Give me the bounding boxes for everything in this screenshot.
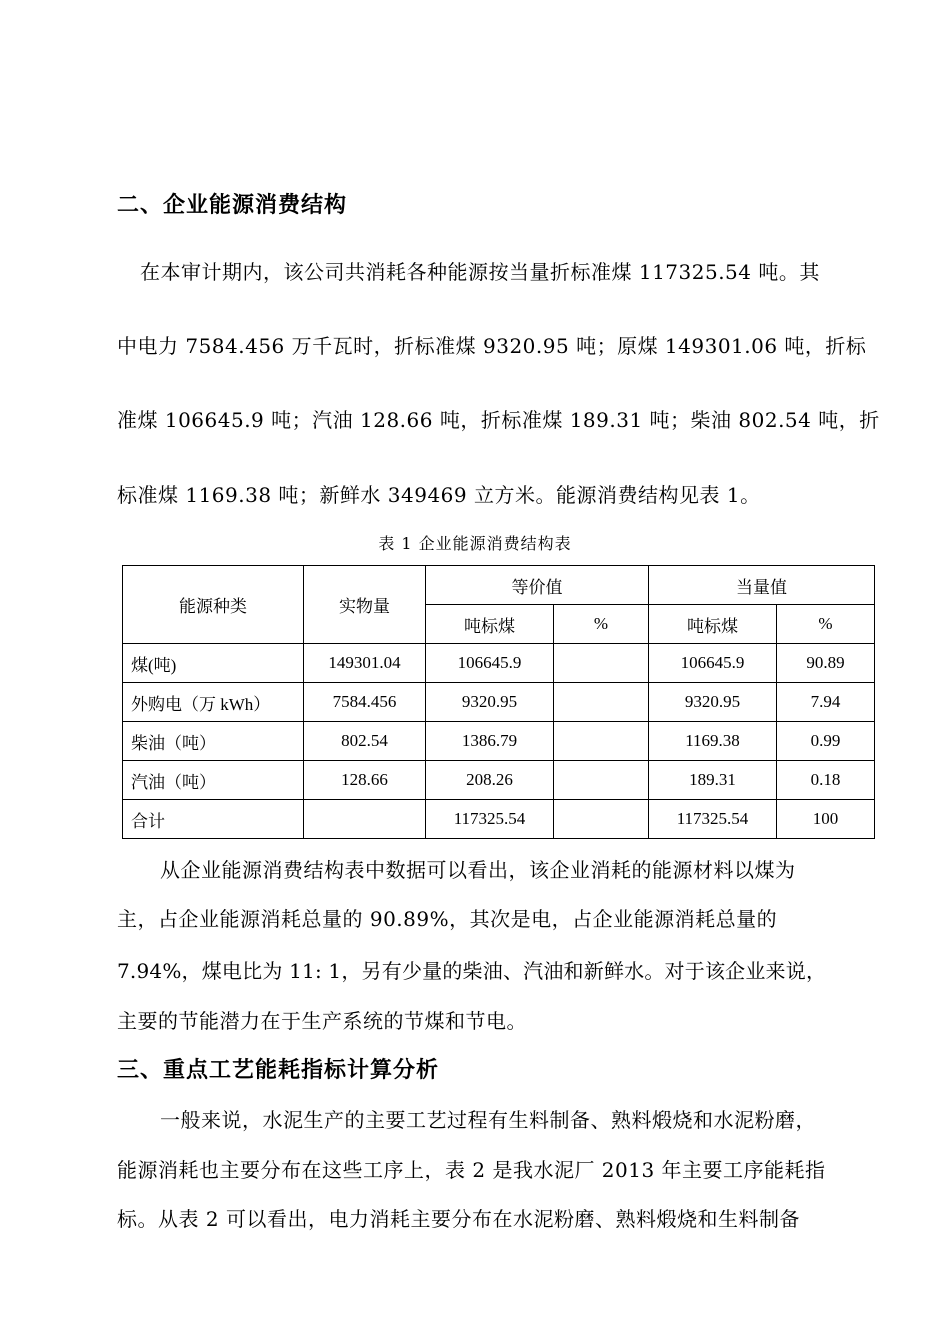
section-heading-energy-structure: 二、企业能源消费结构: [117, 192, 348, 218]
cell-equal-tce: 208.26: [426, 761, 554, 800]
cell-equivalent-tce: 1169.38: [649, 722, 777, 761]
cell-equal-tce: 1386.79: [426, 722, 554, 761]
table-caption: 表 1 企业能源消费结构表: [378, 534, 572, 553]
cell-energy-type: 外购电（万 kWh）: [123, 683, 304, 722]
paragraph-line: 主，占企业能源消耗总量的 90.89%，其次是电，占企业能源消耗总量的: [117, 907, 778, 931]
table-header-row: [123, 566, 875, 605]
cell-equivalent-tce: 189.31: [649, 761, 777, 800]
cell-equivalent-pct: 7.94: [777, 683, 875, 722]
cell-energy-type: 煤(吨): [123, 644, 304, 683]
cell-energy-type: 合计: [123, 800, 304, 839]
cell-quantity: 128.66: [304, 761, 426, 800]
cell-equal-tce: 9320.95: [426, 683, 554, 722]
subheader-tce: 吨标煤: [649, 605, 777, 644]
paragraph-line: 中电力 7584.456 万千瓦时，折标准煤 9320.95 吨；原煤 149301.06 吨，折标: [117, 334, 867, 358]
cell-equivalent-tce: 9320.95: [649, 683, 777, 722]
subheader-percent: %: [777, 605, 875, 644]
cell-equal-pct: [554, 722, 649, 761]
cell-quantity: 7584.456: [304, 683, 426, 722]
cell-energy-type: 柴油（吨）: [123, 722, 304, 761]
cell-quantity: 149301.04: [304, 644, 426, 683]
table-total-row: [123, 800, 875, 839]
paragraph-line: 标。从表 2 可以看出，电力消耗主要分布在水泥粉磨、熟料煅烧和生料制备: [117, 1207, 800, 1231]
table-row: [123, 761, 875, 800]
paragraph-line: 7.94%，煤电比为 11: 1，另有少量的柴油、汽油和新鲜水。对于该企业来说，: [117, 959, 827, 983]
paragraph-line: 主要的节能潜力在于生产系统的节煤和节电。: [117, 1009, 527, 1033]
table-row: [123, 644, 875, 683]
cell-equal-tce: 117325.54: [426, 800, 554, 839]
section-heading-process-energy: 三、重点工艺能耗指标计算分析: [117, 1057, 440, 1083]
cell-equal-pct: [554, 800, 649, 839]
header-equal-price-value: 等价值: [426, 566, 649, 605]
cell-equivalent-tce: 106645.9: [649, 644, 777, 683]
header-equivalent-value: 当量值: [649, 566, 875, 605]
cell-equivalent-pct: 90.89: [777, 644, 875, 683]
header-energy-type: 能源种类: [123, 566, 304, 644]
paragraph-line: 一般来说，水泥生产的主要工艺过程有生料制备、熟料煅烧和水泥粉磨，: [160, 1108, 816, 1132]
paragraph-line: 能源消耗也主要分布在这些工序上，表 2 是我水泥厂 2013 年主要工序能耗指: [117, 1158, 826, 1182]
table-row: [123, 683, 875, 722]
cell-energy-type: 汽油（吨）: [123, 761, 304, 800]
cell-equal-pct: [554, 644, 649, 683]
cell-equivalent-pct: 0.18: [777, 761, 875, 800]
paragraph-line: 准煤 106645.9 吨；汽油 128.66 吨，折标准煤 189.31 吨；柴油 802.54 吨，折: [117, 408, 880, 432]
cell-equal-pct: [554, 683, 649, 722]
table-row: [123, 722, 875, 761]
header-physical-quantity: 实物量: [304, 566, 426, 644]
cell-equivalent-pct: 0.99: [777, 722, 875, 761]
subheader-percent: %: [554, 605, 649, 644]
paragraph-line: 在本审计期内，该公司共消耗各种能源按当量折标准煤 117325.54 吨。其: [140, 260, 820, 284]
cell-equal-tce: 106645.9: [426, 644, 554, 683]
cell-quantity: [304, 800, 426, 839]
cell-quantity: 802.54: [304, 722, 426, 761]
subheader-tce: 吨标煤: [426, 605, 554, 644]
cell-equal-pct: [554, 761, 649, 800]
energy-structure-table: [122, 565, 875, 839]
cell-equivalent-tce: 117325.54: [649, 800, 777, 839]
paragraph-line: 标准煤 1169.38 吨；新鲜水 349469 立方米。能源消费结构见表 1。: [117, 483, 761, 507]
paragraph-line: 从企业能源消费结构表中数据可以看出，该企业消耗的能源材料以煤为: [160, 858, 796, 882]
cell-equivalent-pct: 100: [777, 800, 875, 839]
